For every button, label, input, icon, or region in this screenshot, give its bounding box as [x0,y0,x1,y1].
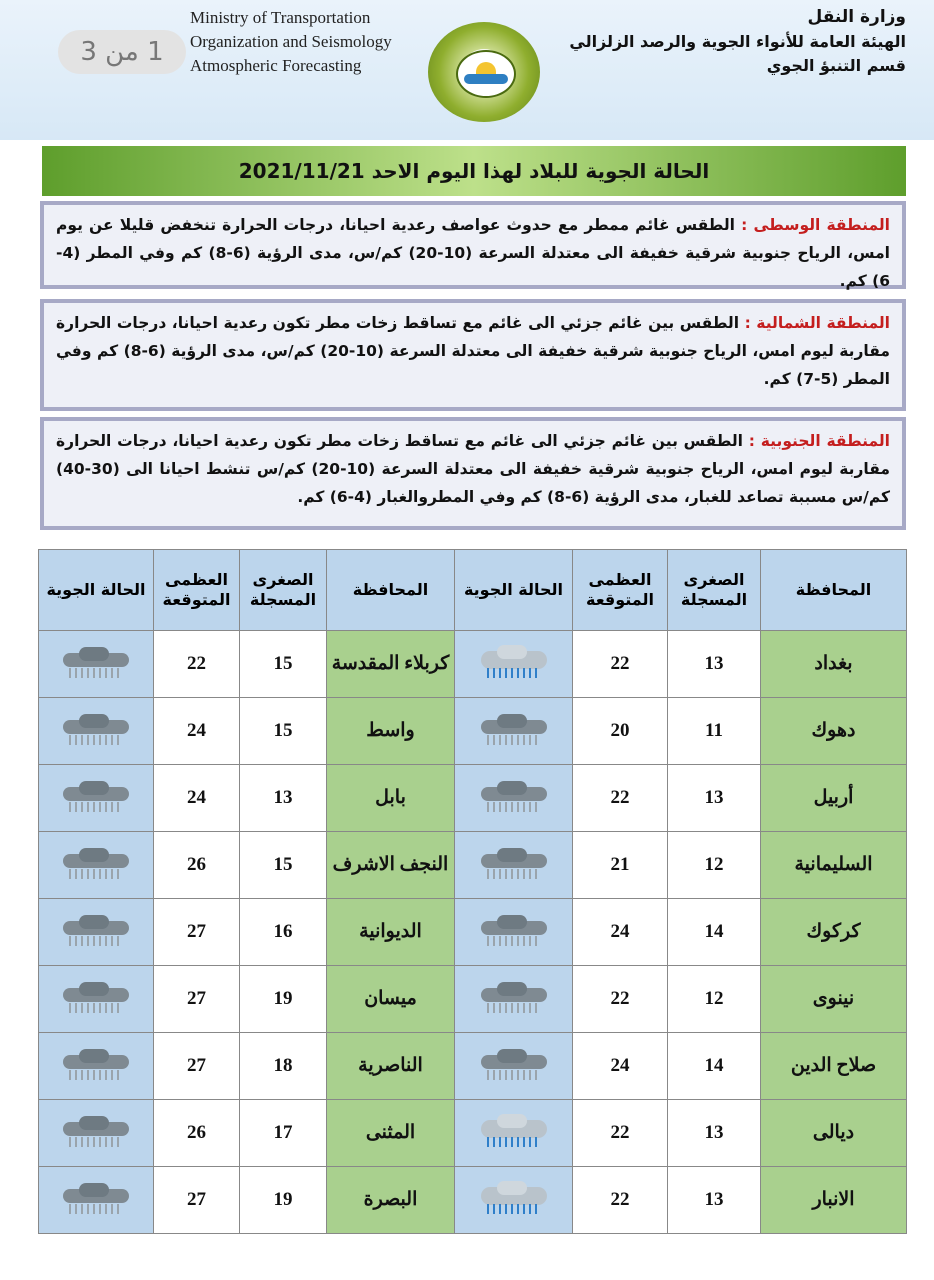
column-header: الصغرى المسجلة [240,550,327,631]
header-ar-line-2: الهيئة العامة للأنواء الجوية والرصد الزلزالي [569,32,906,51]
table-row [39,832,907,899]
region-text: الطقس غائم ممطر مع حدوث عواصف رعدية احيانا، درجات الحرارة تنخفض قليلا عن يوم امس، الرياح جنوبية شرقية خفيفة الى معتدلة السرعة (10-20) كم/س، مدى الرؤية (6-8) كم وفي المطر (4-6) كم. [56,216,890,290]
document-header [0,0,934,140]
min-temp-cell: 13 [668,1100,761,1167]
table-row [39,1100,907,1167]
max-temp-cell: 27 [154,1033,240,1100]
weather-cell [455,1167,573,1234]
header-ar-line-1: وزارة النقل [807,7,906,27]
min-temp-cell: 19 [240,1167,327,1234]
governorate-cell: المثنى [327,1100,455,1167]
weather-cell [455,832,573,899]
weather-cell [455,698,573,765]
max-temp-cell: 26 [154,1100,240,1167]
weather-cell [455,765,573,832]
min-temp-cell: 15 [240,631,327,698]
max-temp-cell: 24 [573,1033,668,1100]
rain-icon [53,1183,139,1217]
column-header: المحافظة [761,550,907,631]
min-temp-cell: 16 [240,899,327,966]
region-text: الطقس بين غائم جزئي الى غائم مع تساقط زخات مطر تكون رعدية احيانا، درجات الحرارة مقاربة ليوم امس، الرياح جنوبية شرقية خفيفة الى معتدلة السرعة (10-20) كم/س تنشط احيانا الى (30-40) كم/س مسببة تصاعد للغبار، مدى الرؤية (6-8) كم وفي المطروالغبار (4-6) كم. [56,432,890,506]
header-ar-line-3: قسم التنبؤ الجوي [766,56,906,75]
weather-cell [39,1167,154,1234]
weather-cell [455,1100,573,1167]
max-temp-cell: 22 [573,765,668,832]
weather-cell [39,1033,154,1100]
weather-cell [39,765,154,832]
weather-cell [39,698,154,765]
weather-cell [455,899,573,966]
column-header: الحالة الجوية [455,550,573,631]
governorate-cell: الانبار [761,1167,907,1234]
rain-icon [471,848,557,882]
max-temp-cell: 27 [154,1167,240,1234]
governorate-cell: واسط [327,698,455,765]
max-temp-cell: 27 [154,899,240,966]
header-en-line-1: Ministry of Transportation [190,8,371,27]
min-temp-cell: 18 [240,1033,327,1100]
header-en-line-2: Organization and Seismology [190,32,392,51]
table-row [39,1167,907,1234]
header-english-text [190,6,392,78]
max-temp-cell: 22 [573,966,668,1033]
min-temp-cell: 19 [240,966,327,1033]
weather-cell [455,1033,573,1100]
region-name: المنطقة الشمالية : [744,314,890,332]
rain-icon [53,647,139,681]
rain-icon [53,915,139,949]
table-row [39,1033,907,1100]
header-en-line-3: Atmospheric Forecasting [190,56,362,75]
table-row [39,631,907,698]
min-temp-cell: 17 [240,1100,327,1167]
weather-cell [39,631,154,698]
weather-cell [39,1100,154,1167]
governorate-cell: السليمانية [761,832,907,899]
weather-cell [455,966,573,1033]
max-temp-cell: 27 [154,966,240,1033]
table-header-row [39,550,907,631]
min-temp-cell: 14 [668,899,761,966]
governorate-cell: الديوانية [327,899,455,966]
governorate-cell: البصرة [327,1167,455,1234]
region-north [40,299,906,411]
storm-rain-icon [471,647,557,681]
rain-icon [53,714,139,748]
governorate-cell: دهوك [761,698,907,765]
min-temp-cell: 13 [668,631,761,698]
page-title: الحالة الجوية للبلاد لهذا اليوم الاحد 2021/11/21 [42,146,906,196]
table-row [39,899,907,966]
rain-icon [471,1049,557,1083]
region-south [40,417,906,530]
table-row [39,765,907,832]
page-indicator: 1 من 3 [58,30,186,74]
rain-icon [53,982,139,1016]
rain-icon [471,714,557,748]
region-text: الطقس بين غائم جزئي الى غائم مع تساقط زخات مطر تكون رعدية احيانا، درجات الحرارة مقاربة ليوم امس، الرياح جنوبية شرقية خفيفة الى معتدلة السرعة (10-20) كم/س، مدى الرؤية (6-8) كم وفي المطر (5-7) كم. [56,314,890,388]
rain-icon [53,781,139,815]
governorate-cell: ديالى [761,1100,907,1167]
max-temp-cell: 24 [154,698,240,765]
governorate-cell: أربيل [761,765,907,832]
weather-cell [39,832,154,899]
max-temp-cell: 20 [573,698,668,765]
column-header: العظمى المتوقعة [573,550,668,631]
governorate-cell: كربلاء المقدسة [327,631,455,698]
max-temp-cell: 24 [154,765,240,832]
weather-cell [39,899,154,966]
weather-cell [39,966,154,1033]
max-temp-cell: 22 [573,1167,668,1234]
min-temp-cell: 15 [240,698,327,765]
region-name: المنطقة الجنوبية : [748,432,890,450]
column-header: العظمى المتوقعة [154,550,240,631]
min-temp-cell: 13 [668,1167,761,1234]
min-temp-cell: 12 [668,832,761,899]
organization-logo-icon [428,22,540,122]
min-temp-cell: 11 [668,698,761,765]
column-header: الحالة الجوية [39,550,154,631]
max-temp-cell: 22 [573,1100,668,1167]
max-temp-cell: 22 [154,631,240,698]
rain-icon [471,781,557,815]
min-temp-cell: 15 [240,832,327,899]
header-arabic-text [569,4,906,78]
min-temp-cell: 12 [668,966,761,1033]
column-header: المحافظة [327,550,455,631]
rain-icon [471,915,557,949]
weather-cell [455,631,573,698]
rain-icon [53,1116,139,1150]
max-temp-cell: 24 [573,899,668,966]
column-header: الصغرى المسجلة [668,550,761,631]
rain-icon [471,982,557,1016]
governorate-cell: بابل [327,765,455,832]
region-central [40,201,906,289]
rain-icon [53,1049,139,1083]
governorate-cell: صلاح الدين [761,1033,907,1100]
max-temp-cell: 21 [573,832,668,899]
storm-rain-icon [471,1183,557,1217]
governorate-cell: كركوك [761,899,907,966]
rain-icon [53,848,139,882]
max-temp-cell: 26 [154,832,240,899]
min-temp-cell: 13 [668,765,761,832]
min-temp-cell: 14 [668,1033,761,1100]
governorate-cell: الناصرية [327,1033,455,1100]
storm-rain-icon [471,1116,557,1150]
forecast-table [38,549,907,1234]
governorate-cell: بغداد [761,631,907,698]
region-name: المنطقة الوسطى : [741,216,890,234]
governorate-cell: ميسان [327,966,455,1033]
governorate-cell: النجف الاشرف [327,832,455,899]
governorate-cell: نينوى [761,966,907,1033]
max-temp-cell: 22 [573,631,668,698]
table-row [39,698,907,765]
table-row [39,966,907,1033]
min-temp-cell: 13 [240,765,327,832]
